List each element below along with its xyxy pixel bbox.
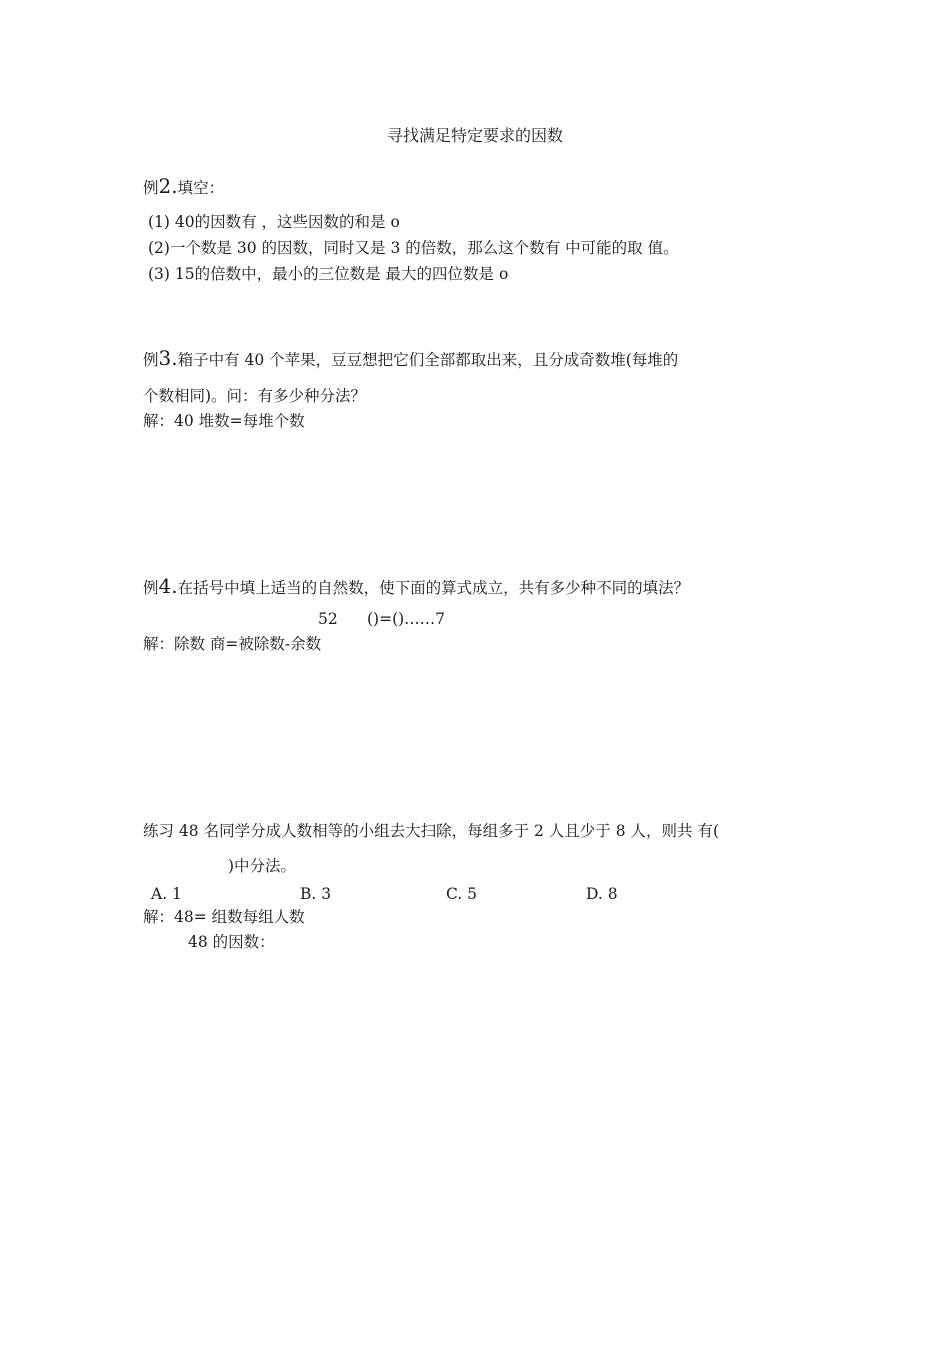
example-2-question-3: (3) 15的倍数中，最小的三位数是 最大的四位数是 o — [148, 265, 509, 283]
page-title: 寻找满足特定要求的因数 — [386, 126, 563, 145]
example-4-line-1 — [143, 576, 689, 598]
practice-option-d: D. 8 — [586, 885, 618, 903]
example-3-label: 例 — [143, 351, 159, 369]
example-2-label: 例 — [143, 179, 159, 197]
example-2-instruction: 填空： — [177, 179, 225, 197]
example-4-formula-number: 52 — [318, 610, 338, 628]
example-4-text: 在括号中填上适当的自然数，使下面的算式成立，共有多少种不同的填法？ — [177, 579, 690, 597]
example-3-text: 箱子中有 40 个苹果，豆豆想把它们全部都取出来，且分成奇数堆(每堆的 — [177, 351, 679, 369]
example-2-question-2: (2)一个数是 30 的因数，同时又是 3 的倍数，那么这个数有 中可能的取 值。 — [148, 239, 679, 257]
practice-solution: 解：48= 组数每组人数 — [143, 908, 305, 926]
example-2-heading — [143, 176, 224, 198]
practice-option-c: C. 5 — [446, 885, 478, 903]
example-3-line-2: 个数相同)。问：有多少种分法？ — [143, 387, 367, 405]
example-3-solution: 解：40 堆数=每堆个数 — [143, 412, 305, 430]
example-2-number: 2. — [158, 174, 178, 198]
practice-line-2: )中分法。 — [228, 857, 297, 875]
practice-option-b: B. 3 — [300, 885, 332, 903]
practice-option-a: A. 1 — [151, 885, 182, 903]
example-4-solution: 解：除数 商=被除数-余数 — [143, 635, 322, 653]
example-3-number: 3. — [158, 346, 178, 370]
example-4-label: 例 — [143, 579, 159, 597]
practice-factors: 48 的因数： — [188, 933, 275, 951]
example-4-number: 4. — [158, 574, 178, 598]
example-3-line-1 — [143, 348, 678, 370]
example-2-question-1: (1) 40的因数有 ，这些因数的和是 o — [148, 213, 400, 231]
practice-line-1: 练习 48 名同学分成人数相等的小组去大扫除，每组多于 2 人且少于 8 人，则共 有( — [143, 822, 719, 840]
example-4-formula: ()=()……7 — [367, 610, 446, 628]
